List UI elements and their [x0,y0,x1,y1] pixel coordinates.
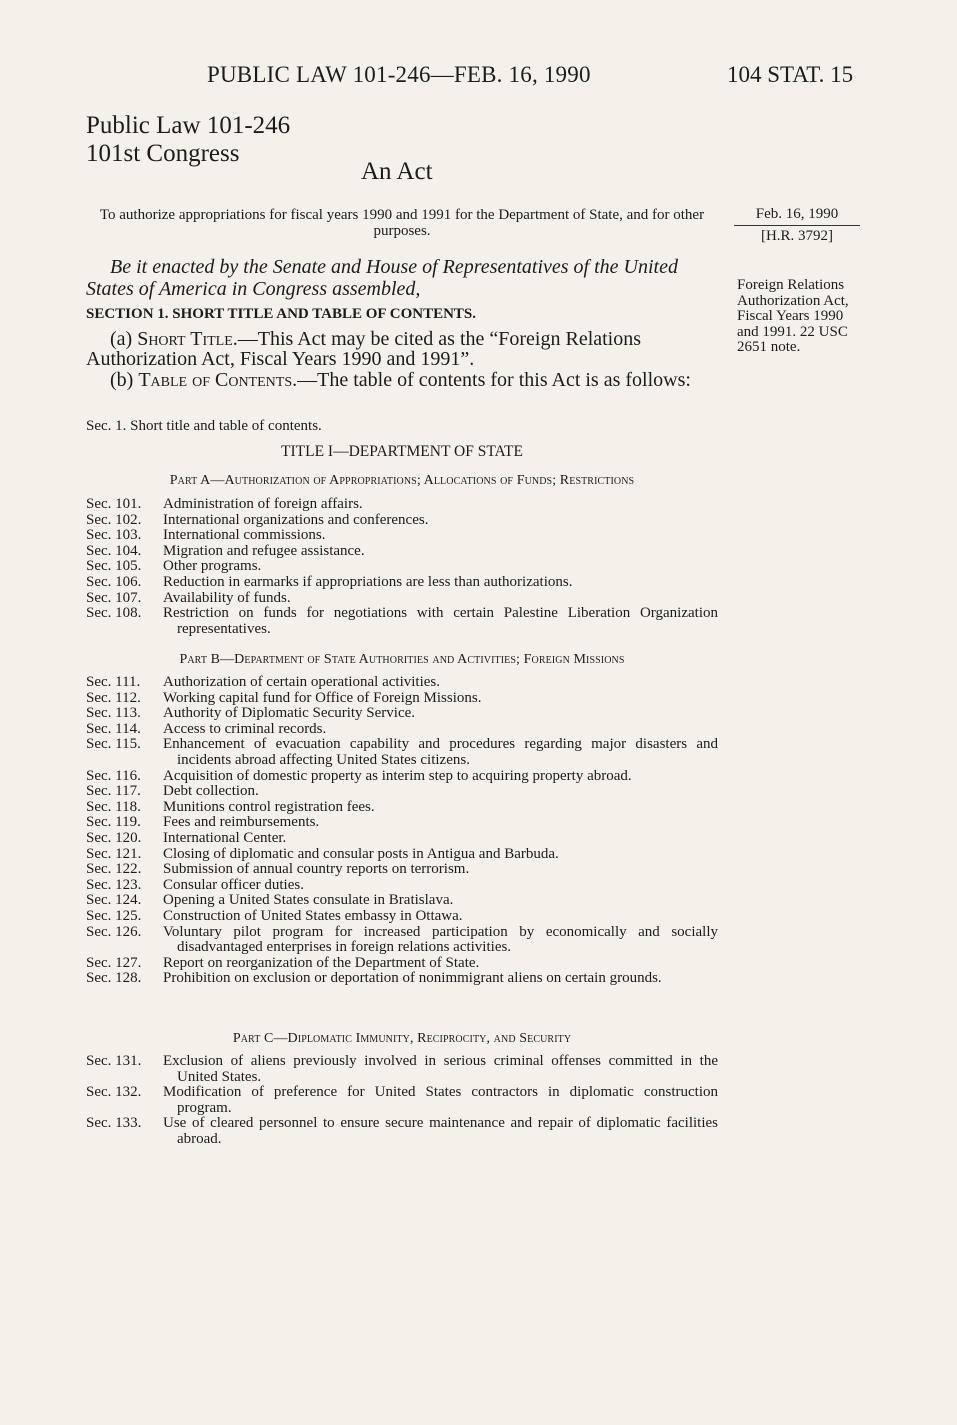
toc-entry [86,722,718,738]
part-b-heading: Part B—Department of State Authorities and Activities; Foreign Missions [179,652,625,667]
toc-entry-number: Sec. 102. [86,511,142,528]
congress-number: 101st Congress [86,140,240,167]
toc-entry-text: Authority of Diplomatic Security Service. [163,705,416,722]
act-purpose: To authorize appropriations for fiscal years 1990 and 1991 for the Department of State, and for other purposes. [99,207,705,239]
toc-entry-text: Administration of foreign affairs. [163,496,363,512]
margin-date-block [734,206,860,245]
toc-section-1: Sec. 1. Short title and table of contents. [86,418,322,434]
subsection-b-text: .—The table of contents for this Act is as follows: [292,369,691,391]
toc-entry [86,591,718,607]
toc-entry [86,769,718,785]
toc-entry-number: Sec. 106. [86,573,142,590]
toc-entry-text: Debt collection. [163,783,259,800]
toc-entry [86,893,718,909]
toc-entry [86,691,718,707]
toc-entry-number: Sec. 121. [86,845,142,862]
toc-entry-number: Sec. 133. [86,1115,142,1132]
toc-entry-text: Availability of funds. [163,589,291,606]
toc-entry-number: Sec. 124. [86,892,142,909]
toc-entry-number: Sec. 107. [86,589,142,606]
bill-number: [H.R. 3792] [734,225,860,245]
toc-entry-number: Sec. 120. [86,829,142,846]
toc-entry [86,544,718,560]
toc-entry-number: Sec. 113. [86,705,141,722]
toc-entry [86,831,718,847]
toc-entry [86,800,718,816]
toc-entry [86,737,718,768]
toc-entry-number: Sec. 105. [86,558,142,575]
toc-entry-number: Sec. 122. [86,861,142,878]
toc-entry-text: Authorization of certain operational activities. [163,674,440,690]
toc-entry [86,575,718,591]
toc-entry [86,559,718,575]
part-c-heading: Part C—Diplomatic Immunity, Reciprocity, and Security [232,1031,572,1046]
toc-entry-text: International Center. [163,829,287,846]
toc-entry [86,862,718,878]
toc-entry-number: Sec. 104. [86,542,142,559]
toc-entry-number: Sec. 123. [86,876,142,893]
toc-entry [86,606,718,637]
toc-entry-text: Use of cleared personnel to ensure secure maintenance and repair of diplomatic facilities abroad. [163,1115,718,1147]
toc-entry-text: Exclusion of aliens previously involved in serious criminal offenses committed in the United States. [163,1053,718,1085]
toc-entry-number: Sec. 112. [86,689,141,706]
toc-entry-number: Sec. 126. [86,923,142,940]
toc-entry-text: Access to criminal records. [163,720,327,737]
toc-entry-number: Sec. 131. [86,1053,142,1069]
toc-entry [86,847,718,863]
toc-entry-text: Acquisition of domestic property as interim step to acquiring property abroad. [163,767,632,784]
part-a-heading: Part A—Authorization of Appropriations; Allocations of Funds; Restrictions [169,473,635,488]
toc-entry [86,706,718,722]
toc-entry-number: Sec. 114. [86,720,141,737]
toc-entry [86,971,718,987]
toc-entry-number: Sec. 108. [86,605,142,622]
toc-entry-text: International organizations and conferences. [163,511,429,528]
toc-entry [86,675,718,691]
law-identification [86,112,290,168]
toc-entry [86,1116,718,1147]
toc-entry-number: Sec. 125. [86,907,142,924]
toc-entry-number: Sec. 101. [86,496,142,512]
toc-entry-text: Enhancement of evacuation capability and procedures regarding major disasters and incidents abroad affecting United States citizens. [163,736,718,768]
toc-entry-number: Sec. 118. [86,798,141,815]
toc-entry-number: Sec. 132. [86,1084,142,1101]
toc-entry-text: International commissions. [163,527,326,544]
an-act-heading: An Act [361,158,433,185]
toc-entry [86,956,718,972]
toc-entry [86,513,718,529]
subsection-b-heading: Table of Contents [138,369,293,391]
subsection-a [86,329,718,369]
toc-entry-number: Sec. 111. [86,674,141,690]
subsection-b-label: (b) [110,369,139,391]
enacting-clause: Be it enacted by the Senate and House of Representatives of the United States of America in Congress assembled, [86,256,678,300]
toc-entry-text: Voluntary pilot program for increased participation by economically and socially disadvantaged enterprises in foreign relations activities. [163,923,718,956]
toc-entry-number: Sec. 117. [86,783,141,800]
toc-entry-number: Sec. 116. [86,767,141,784]
toc-entry [86,784,718,800]
subsection-a-label: (a) [110,328,138,350]
toc-entry-number: Sec. 128. [86,970,142,987]
toc-entry-text: Munitions control registration fees. [163,798,375,815]
toc-entry-text: Closing of diplomatic and consular posts in Antigua and Barbuda. [163,845,559,862]
toc-entry-number: Sec. 127. [86,954,142,971]
running-header-title: PUBLIC LAW 101-246—FEB. 16, 1990 [207,62,591,87]
enactment-date: Feb. 16, 1990 [755,206,839,222]
toc-entry-number: Sec. 115. [86,736,141,753]
toc-entry [86,909,718,925]
statute-page-number: 104 STAT. 15 [727,62,854,87]
toc-entry [86,497,718,513]
subsection-b [86,370,718,390]
toc-entry [86,1085,718,1116]
subsection-a-text: .—This Act may be cited as the “Foreign Relations Authorization Act, Fiscal Years 1990 and 1991”. [86,328,642,370]
part-a-entries [86,497,718,637]
toc-title-1: TITLE I—DEPARTMENT OF STATE [281,443,523,460]
part-b-entries [86,675,718,987]
toc-entry-text: Report on reorganization of the Department of State. [163,954,480,971]
toc-entry-text: Opening a United States consulate in Bratislava. [163,892,454,909]
toc-entry [86,815,718,831]
toc-entry-text: Reduction in earmarks if appropriations are less than authorizations. [163,573,573,590]
toc-entry-text: Consular officer duties. [163,876,304,893]
toc-entry [86,925,718,956]
toc-entry-text: Working capital fund for Office of Foreign Missions. [163,689,482,706]
toc-entry-text: Modification of preference for United States contractors in diplomatic construction program. [163,1084,718,1116]
toc-entry-text: Other programs. [163,558,262,575]
toc-entry-text: Construction of United States embassy in Ottawa. [163,907,463,924]
toc-entry-text: Prohibition on exclusion or deportation of nonimmigrant aliens on certain grounds. [163,970,662,987]
section-1-heading: SECTION 1. SHORT TITLE AND TABLE OF CONTENTS. [86,306,477,322]
toc-entry [86,878,718,894]
margin-note: Foreign Relations Authorization Act, Fiscal Years 1990 and 1991. 22 USC 2651 note. [737,277,849,356]
toc-entry [86,1054,718,1085]
part-c-entries [86,1054,718,1148]
toc-entry-number: Sec. 103. [86,527,142,544]
toc-entry-text: Submission of annual country reports on terrorism. [163,861,470,878]
public-law-number: Public Law 101-246 [86,112,291,139]
toc-entry-number: Sec. 119. [86,814,141,831]
subsection-a-heading: Short Title [137,328,233,350]
toc-entry-text: Restriction on funds for negotiations with certain Palestine Liberation Organization representatives. [163,605,718,637]
toc-entry-text: Migration and refugee assistance. [163,542,365,559]
toc-entry-text: Fees and reimbursements. [163,814,320,831]
toc-entry [86,528,718,544]
